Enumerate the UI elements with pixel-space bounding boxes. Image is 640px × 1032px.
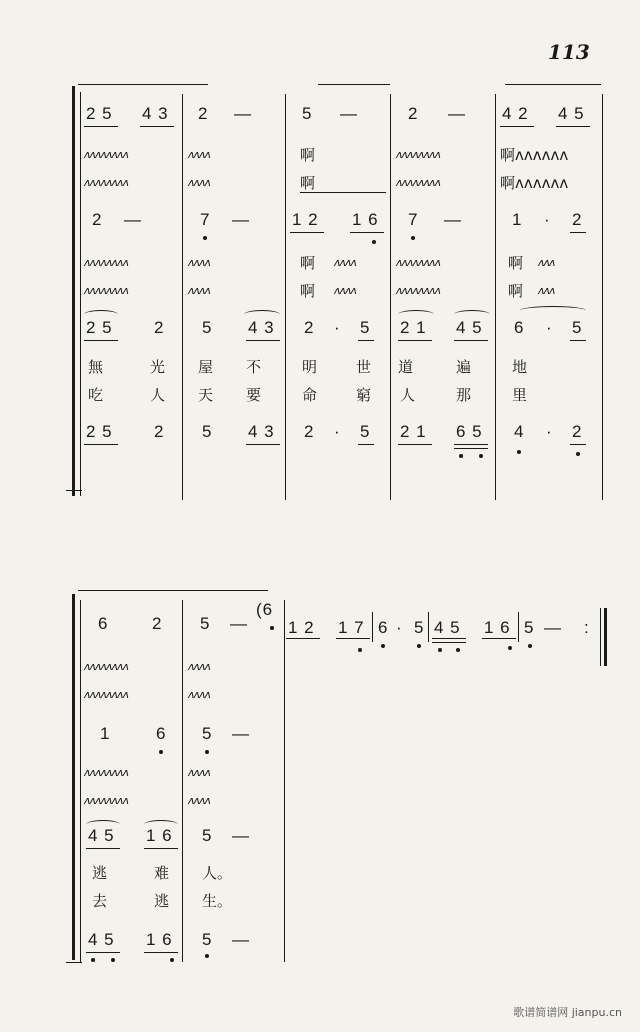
trill-mark: ᴧᴧᴧᴧᴧᴧᴧᴧ bbox=[84, 284, 129, 297]
lower-octave-dot bbox=[417, 644, 421, 648]
note: 1 6 bbox=[484, 618, 511, 637]
trill-mark: ᴧᴧᴧ bbox=[538, 256, 555, 269]
beam bbox=[432, 642, 466, 643]
note: 4 3 bbox=[248, 318, 275, 337]
dot-extension: · bbox=[546, 318, 553, 337]
lower-octave-dot bbox=[205, 750, 209, 754]
barline bbox=[372, 612, 373, 642]
dash: — bbox=[544, 618, 562, 637]
lyric: 啊ᴧᴧᴧᴧᴧᴧ bbox=[500, 146, 569, 164]
beam bbox=[398, 340, 432, 341]
dash: — bbox=[232, 826, 250, 845]
note: 6 bbox=[378, 618, 389, 637]
system-bar bbox=[72, 86, 75, 496]
lyric: 生。 bbox=[202, 892, 233, 910]
note: 4 5 bbox=[456, 318, 483, 337]
beam bbox=[556, 126, 590, 127]
note: 2 bbox=[304, 318, 315, 337]
lyric: 命 bbox=[302, 386, 318, 404]
lower-octave-dot bbox=[358, 648, 362, 652]
note: 2 bbox=[154, 422, 165, 441]
trill-mark: ᴧᴧᴧᴧᴧᴧᴧᴧ bbox=[396, 148, 441, 161]
beam bbox=[144, 952, 178, 953]
note: 2 1 bbox=[400, 422, 427, 441]
lyric: 啊 bbox=[508, 254, 524, 272]
trill-mark: ᴧᴧᴧᴧ bbox=[188, 256, 211, 269]
lyric: 屋 bbox=[198, 358, 214, 376]
site-watermark: 歌谱简谱网 jianpu.cn bbox=[513, 1006, 622, 1019]
beam bbox=[84, 444, 118, 445]
lyric: 天 bbox=[198, 386, 214, 404]
lyric: 要 bbox=[246, 386, 262, 404]
page-number: 113 bbox=[548, 40, 590, 64]
dash: — bbox=[234, 104, 252, 123]
beam bbox=[432, 638, 466, 639]
note: 5 bbox=[200, 614, 211, 633]
lyric: 道 bbox=[398, 358, 414, 376]
beam bbox=[454, 448, 488, 449]
beam bbox=[84, 340, 118, 341]
lyric: 窮 bbox=[356, 386, 372, 404]
beam bbox=[454, 444, 488, 445]
note: 5 bbox=[572, 318, 583, 337]
barline bbox=[182, 600, 183, 962]
beam bbox=[570, 232, 586, 233]
note: 2 bbox=[92, 210, 103, 229]
note: 5 bbox=[202, 930, 213, 949]
repeat-sign: : bbox=[584, 618, 590, 637]
lyric: 人 bbox=[400, 386, 416, 404]
note: 1 bbox=[512, 210, 523, 229]
beam bbox=[358, 340, 374, 341]
note: 6 bbox=[514, 318, 525, 337]
note: 4 5 bbox=[88, 826, 115, 845]
note: 7 bbox=[200, 210, 211, 229]
note: 1 2 bbox=[292, 210, 319, 229]
dash: — bbox=[232, 210, 250, 229]
note: 2 bbox=[572, 210, 583, 229]
trill-mark: ᴧᴧᴧᴧᴧᴧᴧᴧ bbox=[84, 176, 129, 189]
trill-mark: ᴧᴧᴧᴧᴧᴧᴧᴧ bbox=[84, 688, 129, 701]
note: 6 bbox=[98, 614, 109, 633]
bracket-line bbox=[78, 84, 208, 85]
lyric: 啊 bbox=[508, 282, 524, 300]
beam bbox=[570, 340, 586, 341]
note: 2 bbox=[154, 318, 165, 337]
lyric: 逃 bbox=[92, 864, 108, 882]
trill-mark: ᴧᴧᴧᴧᴧᴧᴧᴧ bbox=[396, 176, 441, 189]
note: 4 5 bbox=[88, 930, 115, 949]
dot-extension: · bbox=[334, 318, 341, 337]
lower-octave-dot bbox=[170, 958, 174, 962]
system-bar bbox=[80, 92, 81, 496]
bracket-line bbox=[300, 192, 386, 193]
dash: — bbox=[340, 104, 358, 123]
lyric: 难 bbox=[154, 864, 170, 882]
note: 1 2 bbox=[288, 618, 315, 637]
trill-mark: ᴧᴧᴧᴧᴧᴧᴧᴧ bbox=[84, 766, 129, 779]
note: 1 7 bbox=[338, 618, 365, 637]
note: 2 bbox=[572, 422, 583, 441]
barline bbox=[285, 94, 286, 500]
note: 5 bbox=[360, 422, 371, 441]
slur bbox=[520, 306, 586, 315]
lyric: 那 bbox=[456, 386, 472, 404]
trill-mark: ᴧᴧᴧᴧ bbox=[188, 176, 211, 189]
dash: — bbox=[444, 210, 462, 229]
note: 4 5 bbox=[558, 104, 585, 123]
dash: — bbox=[448, 104, 466, 123]
trill-mark: ᴧᴧᴧᴧᴧᴧᴧᴧ bbox=[396, 284, 441, 297]
trill-mark: ᴧᴧᴧᴧ bbox=[188, 766, 211, 779]
beam bbox=[454, 340, 488, 341]
note: 2 5 bbox=[86, 104, 113, 123]
lower-octave-dot bbox=[517, 450, 521, 454]
note: 5 bbox=[202, 826, 213, 845]
system-bar bbox=[80, 600, 81, 962]
barline bbox=[495, 94, 496, 500]
trill-mark: ᴧᴧᴧᴧ bbox=[188, 660, 211, 673]
lower-octave-dot bbox=[438, 648, 442, 652]
beam bbox=[86, 848, 120, 849]
lyric: 吃 bbox=[88, 386, 104, 404]
trill-mark: ᴧᴧᴧ bbox=[538, 284, 555, 297]
lyric: 光 bbox=[150, 358, 166, 376]
system-bar bbox=[72, 594, 75, 960]
trill-mark: ᴧᴧᴧᴧ bbox=[188, 284, 211, 297]
note: 2 bbox=[152, 614, 163, 633]
lyric: 啊 bbox=[300, 146, 316, 164]
note: 4 3 bbox=[248, 422, 275, 441]
trill-mark: ᴧᴧᴧᴧ bbox=[334, 256, 357, 269]
trill-mark: ᴧᴧᴧᴧᴧᴧᴧᴧ bbox=[84, 660, 129, 673]
note: 2 5 bbox=[86, 422, 113, 441]
beam bbox=[358, 444, 374, 445]
dot-extension: · bbox=[546, 422, 553, 441]
trill-mark: ᴧᴧᴧᴧᴧᴧᴧᴧ bbox=[84, 256, 129, 269]
note: 4 3 bbox=[142, 104, 169, 123]
barline bbox=[390, 94, 391, 500]
trill-mark: ᴧᴧᴧᴧᴧᴧᴧᴧ bbox=[84, 794, 129, 807]
lyric: 逃 bbox=[154, 892, 170, 910]
lyric: 啊 bbox=[300, 174, 316, 192]
note: 5 bbox=[302, 104, 313, 123]
trill-mark: ᴧᴧᴧᴧ bbox=[188, 688, 211, 701]
note: 5 bbox=[414, 618, 425, 637]
beam bbox=[286, 638, 320, 639]
lyric: 里 bbox=[512, 386, 528, 404]
lyric: 世 bbox=[356, 358, 372, 376]
note: 2 bbox=[304, 422, 315, 441]
lower-octave-dot bbox=[479, 454, 483, 458]
beam bbox=[500, 126, 534, 127]
beam bbox=[482, 638, 516, 639]
bracket-line bbox=[66, 490, 82, 491]
note: 4 5 bbox=[434, 618, 461, 637]
beam bbox=[290, 232, 324, 233]
lower-octave-dot bbox=[111, 958, 115, 962]
beam bbox=[570, 444, 586, 445]
bracket-line bbox=[318, 84, 390, 85]
lower-octave-dot bbox=[411, 236, 415, 240]
note: 6 bbox=[156, 724, 167, 743]
trill-mark: ᴧᴧᴧᴧ bbox=[188, 148, 211, 161]
note: 1 bbox=[100, 724, 111, 743]
dash: — bbox=[232, 930, 250, 949]
beam bbox=[398, 444, 432, 445]
lower-octave-dot bbox=[203, 236, 207, 240]
note: 2 5 bbox=[86, 318, 113, 337]
note: 1 6 bbox=[352, 210, 379, 229]
dash: — bbox=[124, 210, 142, 229]
lower-octave-dot bbox=[459, 454, 463, 458]
lower-octave-dot bbox=[270, 626, 274, 630]
lyric: 遍 bbox=[456, 358, 472, 376]
note: 1 6 bbox=[146, 930, 173, 949]
interlude-open: (6 bbox=[256, 600, 274, 619]
lyric: 人。 bbox=[202, 864, 233, 882]
beam bbox=[84, 126, 118, 127]
lower-octave-dot bbox=[372, 240, 376, 244]
note: 4 bbox=[514, 422, 525, 441]
note: 4 2 bbox=[502, 104, 529, 123]
beam bbox=[246, 340, 280, 341]
lyric: 去 bbox=[92, 892, 108, 910]
lower-octave-dot bbox=[91, 958, 95, 962]
lower-octave-dot bbox=[576, 452, 580, 456]
beam bbox=[144, 848, 178, 849]
lyric: 啊 bbox=[300, 254, 316, 272]
bracket-line bbox=[78, 590, 268, 591]
lyric: 無 bbox=[88, 358, 104, 376]
trill-mark: ᴧᴧᴧᴧᴧᴧᴧᴧ bbox=[396, 256, 441, 269]
dash: — bbox=[230, 614, 248, 633]
lyric: 明 bbox=[302, 358, 318, 376]
barline bbox=[602, 94, 603, 500]
lyric: 啊 bbox=[300, 282, 316, 300]
dot-extension: · bbox=[334, 422, 341, 441]
barline bbox=[182, 94, 183, 500]
note: 7 bbox=[408, 210, 419, 229]
note: 5 bbox=[202, 724, 213, 743]
barline bbox=[518, 612, 519, 642]
lyric: 人 bbox=[150, 386, 166, 404]
beam bbox=[86, 952, 120, 953]
lower-octave-dot bbox=[159, 750, 163, 754]
beam bbox=[140, 126, 174, 127]
beam bbox=[350, 232, 384, 233]
note: 2 bbox=[198, 104, 209, 123]
trill-mark: ᴧᴧᴧᴧ bbox=[188, 794, 211, 807]
beam bbox=[246, 444, 280, 445]
lyric: 地 bbox=[512, 358, 528, 376]
trill-mark: ᴧᴧᴧᴧ bbox=[334, 284, 357, 297]
trill-mark: ᴧᴧᴧᴧᴧᴧᴧᴧ bbox=[84, 148, 129, 161]
dash: — bbox=[232, 724, 250, 743]
lower-octave-dot bbox=[456, 648, 460, 652]
lyric: 啊ᴧᴧᴧᴧᴧᴧ bbox=[500, 174, 569, 192]
beam bbox=[336, 638, 370, 639]
lyric: 不 bbox=[246, 358, 262, 376]
note: 2 1 bbox=[400, 318, 427, 337]
dot-extension: · bbox=[544, 210, 551, 229]
bracket-line bbox=[505, 84, 601, 85]
barline bbox=[428, 612, 429, 642]
note: 5 bbox=[202, 422, 213, 441]
note: 5 bbox=[360, 318, 371, 337]
final-barline bbox=[600, 608, 601, 666]
note: 2 bbox=[408, 104, 419, 123]
note: 6 5 bbox=[456, 422, 483, 441]
barline bbox=[284, 600, 285, 962]
lower-octave-dot bbox=[508, 646, 512, 650]
lower-octave-dot bbox=[528, 644, 532, 648]
lower-octave-dot bbox=[205, 954, 209, 958]
final-barline bbox=[604, 608, 607, 666]
note: 5 bbox=[202, 318, 213, 337]
lower-octave-dot bbox=[381, 644, 385, 648]
note: 5 bbox=[524, 618, 535, 637]
dot-extension: · bbox=[396, 618, 403, 637]
bracket-line bbox=[66, 962, 82, 963]
note: 1 6 bbox=[146, 826, 173, 845]
